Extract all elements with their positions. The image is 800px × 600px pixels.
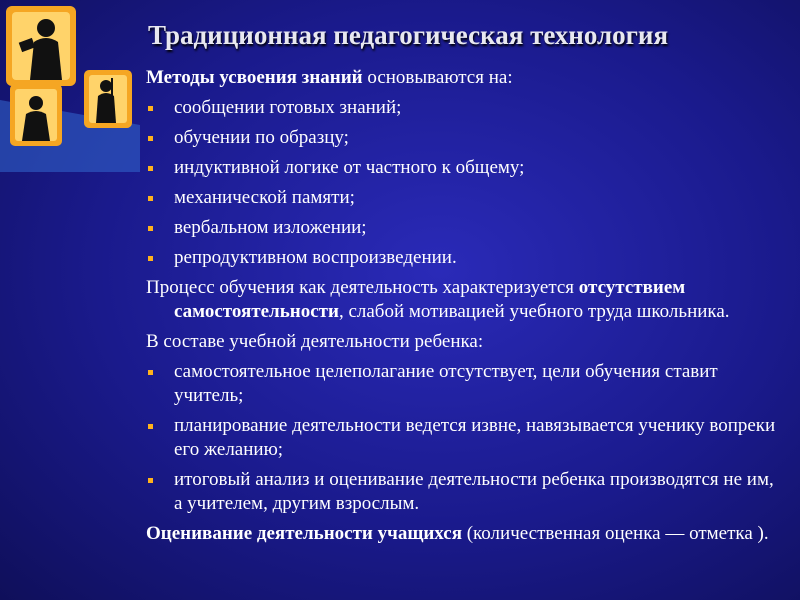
composition-item: [146, 414, 786, 462]
method-item-text: сообщении готовых знаний;: [174, 97, 402, 118]
composition-item-text: планирование деятельности ведется извне, навязывается ученику вопреки его желанию;: [174, 415, 776, 460]
slide-body: [146, 66, 786, 552]
bullet-icon: [148, 196, 153, 201]
method-item-text: индуктивной логике от частного к общему;: [174, 157, 525, 178]
process-paragraph: [146, 276, 786, 324]
slide-title: Традиционная педагогическая технология: [148, 20, 669, 50]
bullet-icon: [148, 136, 153, 141]
method-item-text: обучении по образцу;: [174, 127, 349, 148]
method-item: [146, 216, 786, 240]
method-item-text: вербальном изложении;: [174, 217, 367, 238]
method-item: [146, 186, 786, 210]
methods-intro: [146, 66, 786, 90]
composition-item-text: самостоятельное целеполагание отсутствует, цели обучения ставит учитель;: [174, 361, 718, 406]
bullet-icon: [148, 370, 153, 375]
method-item: [146, 126, 786, 150]
evaluation-paragraph: [146, 522, 786, 546]
composition-item-text: итоговый анализ и оценивание деятельности ребенка производятся не им, а учителем, другим взрослым.: [174, 469, 774, 514]
composition-item: [146, 360, 786, 408]
methods-intro-bold: Методы усвоения знаний: [146, 67, 363, 88]
bullet-icon: [148, 478, 153, 483]
bullet-icon: [148, 106, 153, 111]
method-item: [146, 246, 786, 270]
method-item-text: механической памяти;: [174, 187, 355, 208]
composition-item: [146, 468, 786, 516]
teacher-student-logo: [0, 0, 140, 172]
process-text-1: Процесс обучения как деятельность характеризуется: [146, 277, 579, 298]
process-text-2: , слабой мотивацией учебного труда школьника.: [338, 301, 730, 322]
method-item: [146, 156, 786, 180]
method-item: [146, 96, 786, 120]
evaluation-text-bold: Оценивание деятельности учащихся: [146, 523, 462, 544]
bullet-icon: [148, 226, 153, 231]
evaluation-text-rest: (количественная оценка — отметка ).: [461, 523, 769, 544]
method-item-text: репродуктивном воспроизведении.: [174, 247, 457, 268]
bullet-icon: [148, 424, 153, 429]
methods-intro-rest: основываются на:: [362, 67, 513, 88]
bullet-icon: [148, 256, 153, 261]
process-text-bold: отсутствием самостоятельности: [174, 277, 686, 322]
bullet-icon: [148, 166, 153, 171]
composition-heading: В составе учебной деятельности ребенка:: [146, 331, 484, 352]
